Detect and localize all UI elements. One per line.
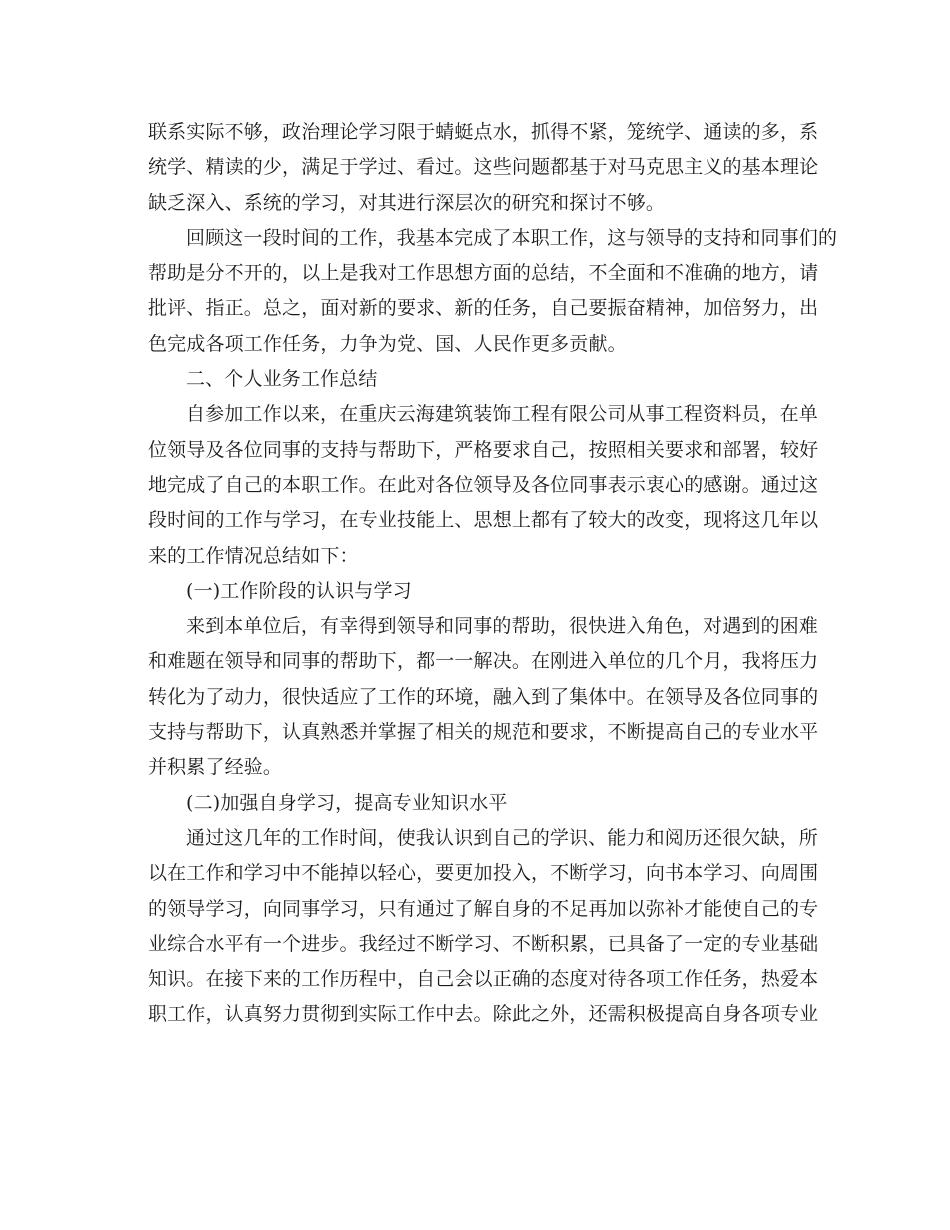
paragraph-first-line: 来到本单位后，有幸得到领导和同事的帮助，很快进入角色，对遇到的困难 (186, 615, 818, 638)
text-line: 以在工作和学习中不能掉以轻心，要更加投入，不断学习，向书本学习、向周围 (148, 862, 819, 885)
text-line: 地完成了自己的本职工作。在此对各位领导及各位同事表示衷心的感谢。通过这 (148, 473, 819, 496)
text-line: 来的工作情况总结如下： (148, 544, 359, 567)
paragraph-first-line: (一)工作阶段的认识与学习 (186, 579, 412, 602)
paragraph-first-line: (二)加强自身学习，提高专业知识水平 (186, 791, 508, 814)
document-body-text (148, 115, 838, 1033)
text-line: 支持与帮助下，认真熟悉并掌握了相关的规范和要求，不断提高自己的专业水平 (148, 721, 819, 744)
text-line: 色完成各项工作任务，力争为党、国、人民作更多贡献。 (148, 332, 627, 355)
text-line: 职工作，认真努力贯彻到实际工作中去。除此之外，还需积极提高自身各项专业 (148, 1003, 819, 1026)
text-line: 业综合水平有一个进步。我经过不断学习、不断积累，已具备了一定的专业基础 (148, 932, 819, 955)
paragraph-first-line: 二、个人业务工作总结 (186, 368, 378, 391)
text-line: 缺乏深入、系统的学习，对其进行深层次的研究和探讨不够。 (148, 191, 666, 214)
text-line: 批评、指正。总之，面对新的要求、新的任务，自己要振奋精神，加倍努力，出 (148, 297, 819, 320)
text-line: 段时间的工作与学习，在专业技能上、思想上都有了较大的改变，现将这几年以 (148, 509, 819, 532)
text-line: 统学、精读的少，满足于学过、看过。这些问题都基于对马克思主义的基本理论 (148, 156, 819, 179)
text-line: 和难题在领导和同事的帮助下，都一一解决。在刚进入单位的几个月，我将压力 (148, 650, 819, 673)
paragraph-first-line: 自参加工作以来，在重庆云海建筑装饰工程有限公司从事工程资料员，在单 (186, 403, 818, 426)
text-line: 转化为了动力，很快适应了工作的环境，融入到了集体中。在领导及各位同事的 (148, 685, 819, 708)
text-line: 帮助是分不开的，以上是我对工作思想方面的总结，不全面和不准确的地方，请 (148, 262, 819, 285)
paragraph-first-line: 通过这几年的工作时间，使我认识到自己的学识、能力和阅历还很欠缺，所 (186, 826, 818, 849)
text-line: 并积累了经验。 (148, 756, 283, 779)
text-line: 的领导学习，向同事学习，只有通过了解自身的不足再加以弥补才能使自己的专 (148, 897, 819, 920)
text-line: 知识。在接下来的工作历程中，自己会以正确的态度对待各项工作任务，热爱本 (148, 968, 819, 991)
text-line: 位领导及各位同事的支持与帮助下，严格要求自己，按照相关要求和部署，较好 (148, 438, 819, 461)
paragraph-first-line: 回顾这一段时间的工作，我基本完成了本职工作，这与领导的支持和同事们的 (186, 226, 838, 249)
text-line: 联系实际不够，政治理论学习限于蜻蜓点水，抓得不紧，笼统学、通读的多，系 (148, 121, 819, 143)
